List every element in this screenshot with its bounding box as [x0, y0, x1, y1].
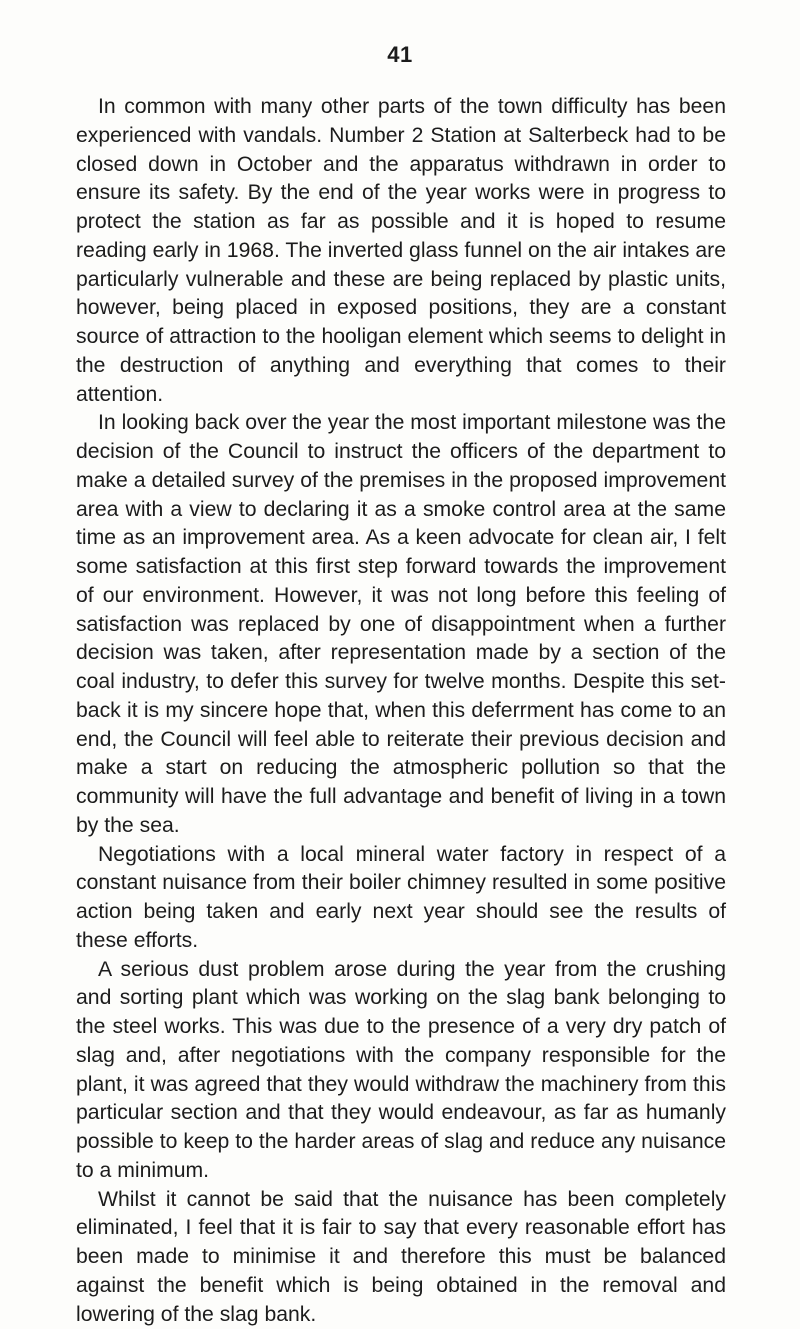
body-text [76, 93, 726, 1329]
page-number: 41 [0, 42, 800, 68]
paragraph-smoke-control: In looking back over the year the most important milestone was the decision of the Council to instruct the officers of the department to make a detailed survey of the premises in the proposed improvement area with a view to declaring it as a smoke control area at the same time as an improvement area. As a keen advocate for clean air, I felt some satisfaction at this first step forward towards the improvement of our environment. However, it was not long before this feeling of satisfaction was replaced by one of disappointment when a further decision was taken, after representation made by a section of the coal industry, to defer this survey for twelve months. Despite this set-back it is my sincere hope that, when this deferrment has come to an end, the Council will feel able to reiterate their previous decision and make a start on reducing the atmospheric pollution so that the community will have the full advantage and benefit of living in a town by the sea. [76, 409, 726, 840]
paragraph-dust-problem: A serious dust problem arose during the year from the crushing and sorting plant which was working on the slag bank belonging to the steel works. This was due to the presence of a very dry patch of slag and, after negotiations with the company responsible for the plant, it was agreed that they would withdraw the machinery from this particular section and that they would endeavour, as far as humanly possible to keep to the harder areas of slag and reduce any nuisance to a minimum. [76, 956, 726, 1186]
paragraph-vandals: In common with many other parts of the town difficulty has been experienced with vandals. Number 2 Station at Salterbeck had to be closed down in October and the apparatus withdrawn in order to ensure its safety. By the end of the year works were in progress to protect the station as far as possible and it is hoped to resume reading early in 1968. The inverted glass funnel on the air intakes are particularly vulnerable and these are being replaced by plastic units, however, being placed in exposed positions, they are a constant source of attraction to the hooligan element which seems to delight in the destruction of anything and everything that comes to their attention. [76, 93, 726, 409]
paragraph-mineral-water-factory: Negotiations with a local mineral water factory in respect of a constant nuisance from their boiler chimney resulted in some positive action being taken and early next year should see the results of these efforts. [76, 841, 726, 956]
paragraph-nuisance-conclusion: Whilst it cannot be said that the nuisance has been completely eliminated, I feel that it is fair to say that every reasonable effort has been made to minimise it and therefore this must be balanced against the benefit which is being obtained in the removal and lowering of the slag bank. [76, 1186, 726, 1329]
